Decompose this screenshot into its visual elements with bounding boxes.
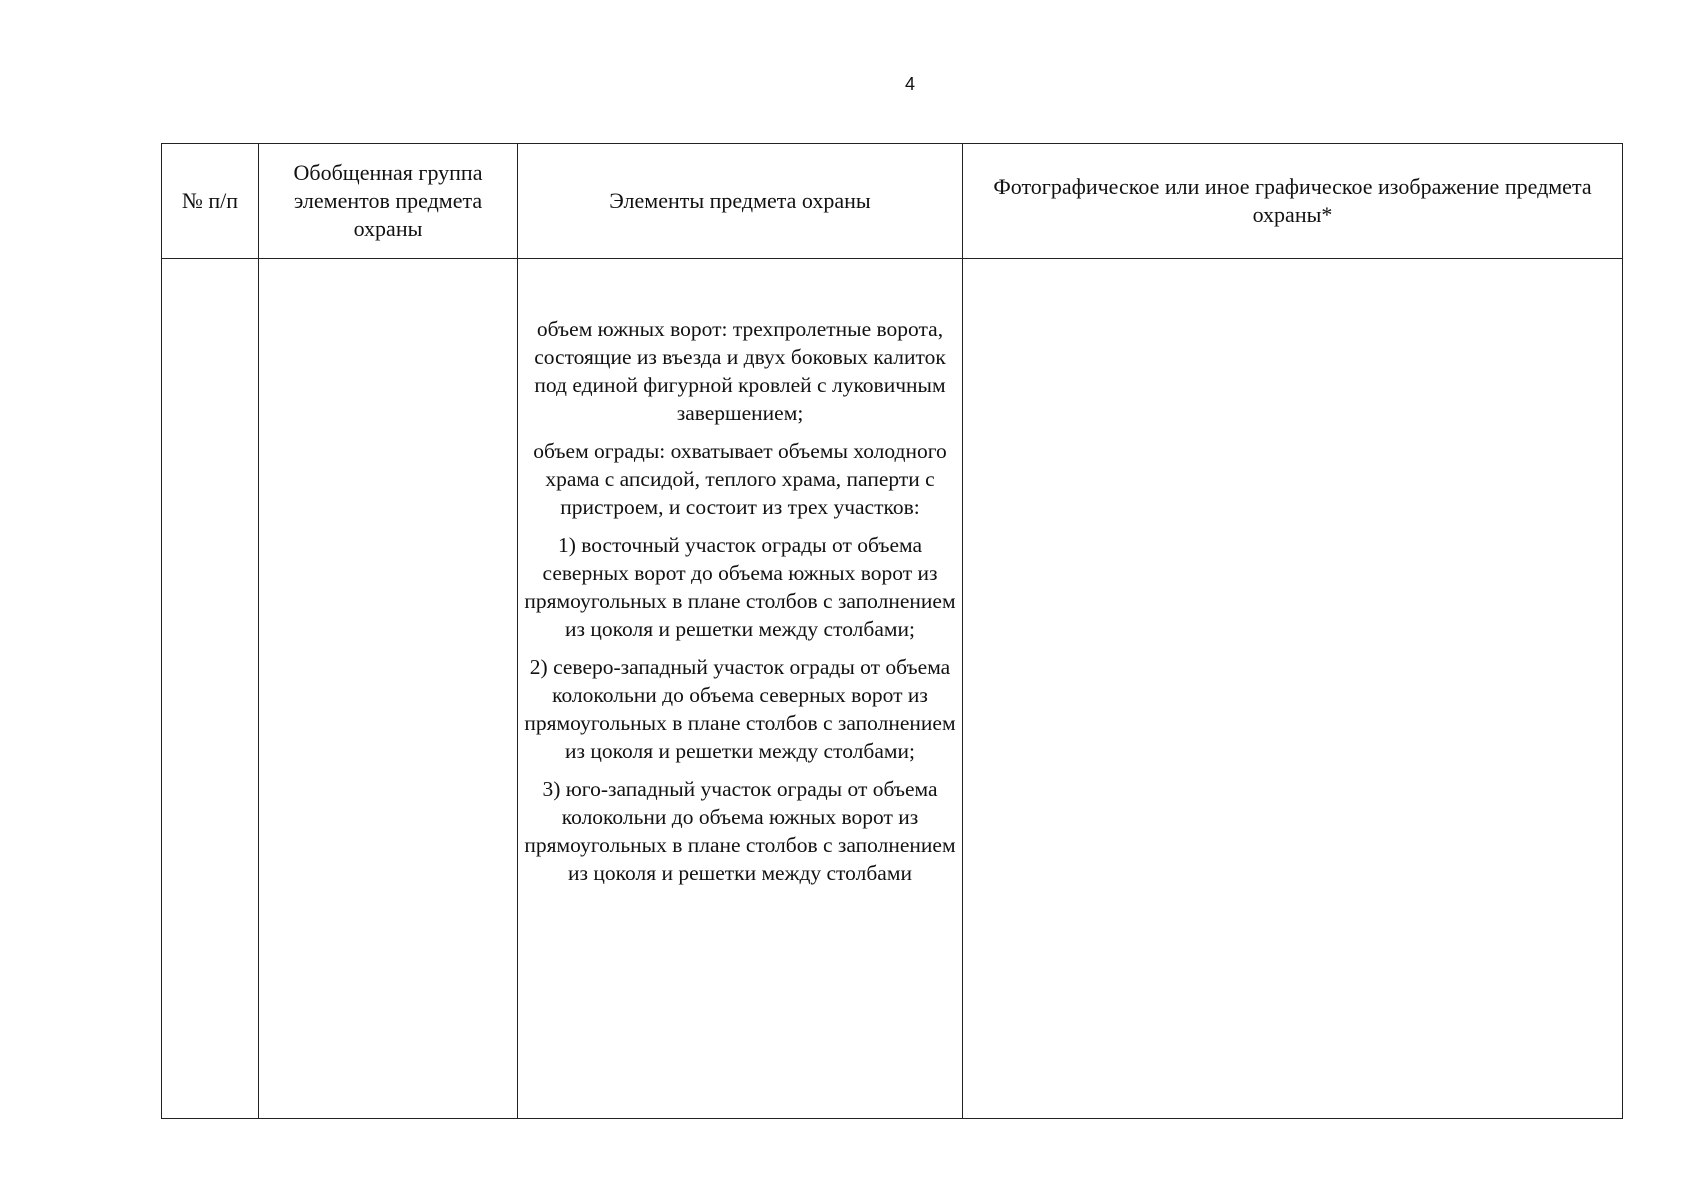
protection-subject-table bbox=[161, 143, 1623, 1119]
table-row bbox=[162, 259, 1623, 1119]
cell-elements bbox=[518, 259, 963, 1119]
element-paragraph: 3) юго-западный участок ограды от объема колокольни до объема южных ворот из прямоугольных в плане столбов с заполнением из цоколя и решетки между столбами bbox=[524, 777, 956, 885]
header-number: № п/п bbox=[162, 144, 259, 259]
element-paragraph: 1) восточный участок ограды от объема северных ворот до объема южных ворот из прямоугольных в плане столбов с заполнением из цоколя и решетки между столбами; bbox=[524, 533, 956, 641]
table-header-row bbox=[162, 144, 1623, 259]
header-group: Обобщенная группа элементов предмета охраны bbox=[259, 144, 518, 259]
element-paragraph: объем ограды: охватывает объемы холодного храма с апсидой, теплого храма, паперти с пристроем, и состоит из трех участков: bbox=[533, 439, 947, 519]
cell-group bbox=[259, 259, 518, 1119]
cell-photo bbox=[963, 259, 1623, 1119]
header-photo: Фотографическое или иное графическое изображение предмета охраны* bbox=[963, 144, 1623, 259]
element-paragraph: объем южных ворот: трехпролетные ворота, состоящие из въезда и двух боковых калиток под единой фигурной кровлей с луковичным завершением; bbox=[534, 317, 946, 425]
page-number: 4 bbox=[904, 74, 915, 94]
element-paragraph: 2) северо-западный участок ограды от объема колокольни до объема северных ворот из прямоугольных в плане столбов с заполнением из цоколя и решетки между столбами; bbox=[524, 655, 956, 763]
header-elements: Элементы предмета охраны bbox=[518, 144, 963, 259]
cell-number bbox=[162, 259, 259, 1119]
